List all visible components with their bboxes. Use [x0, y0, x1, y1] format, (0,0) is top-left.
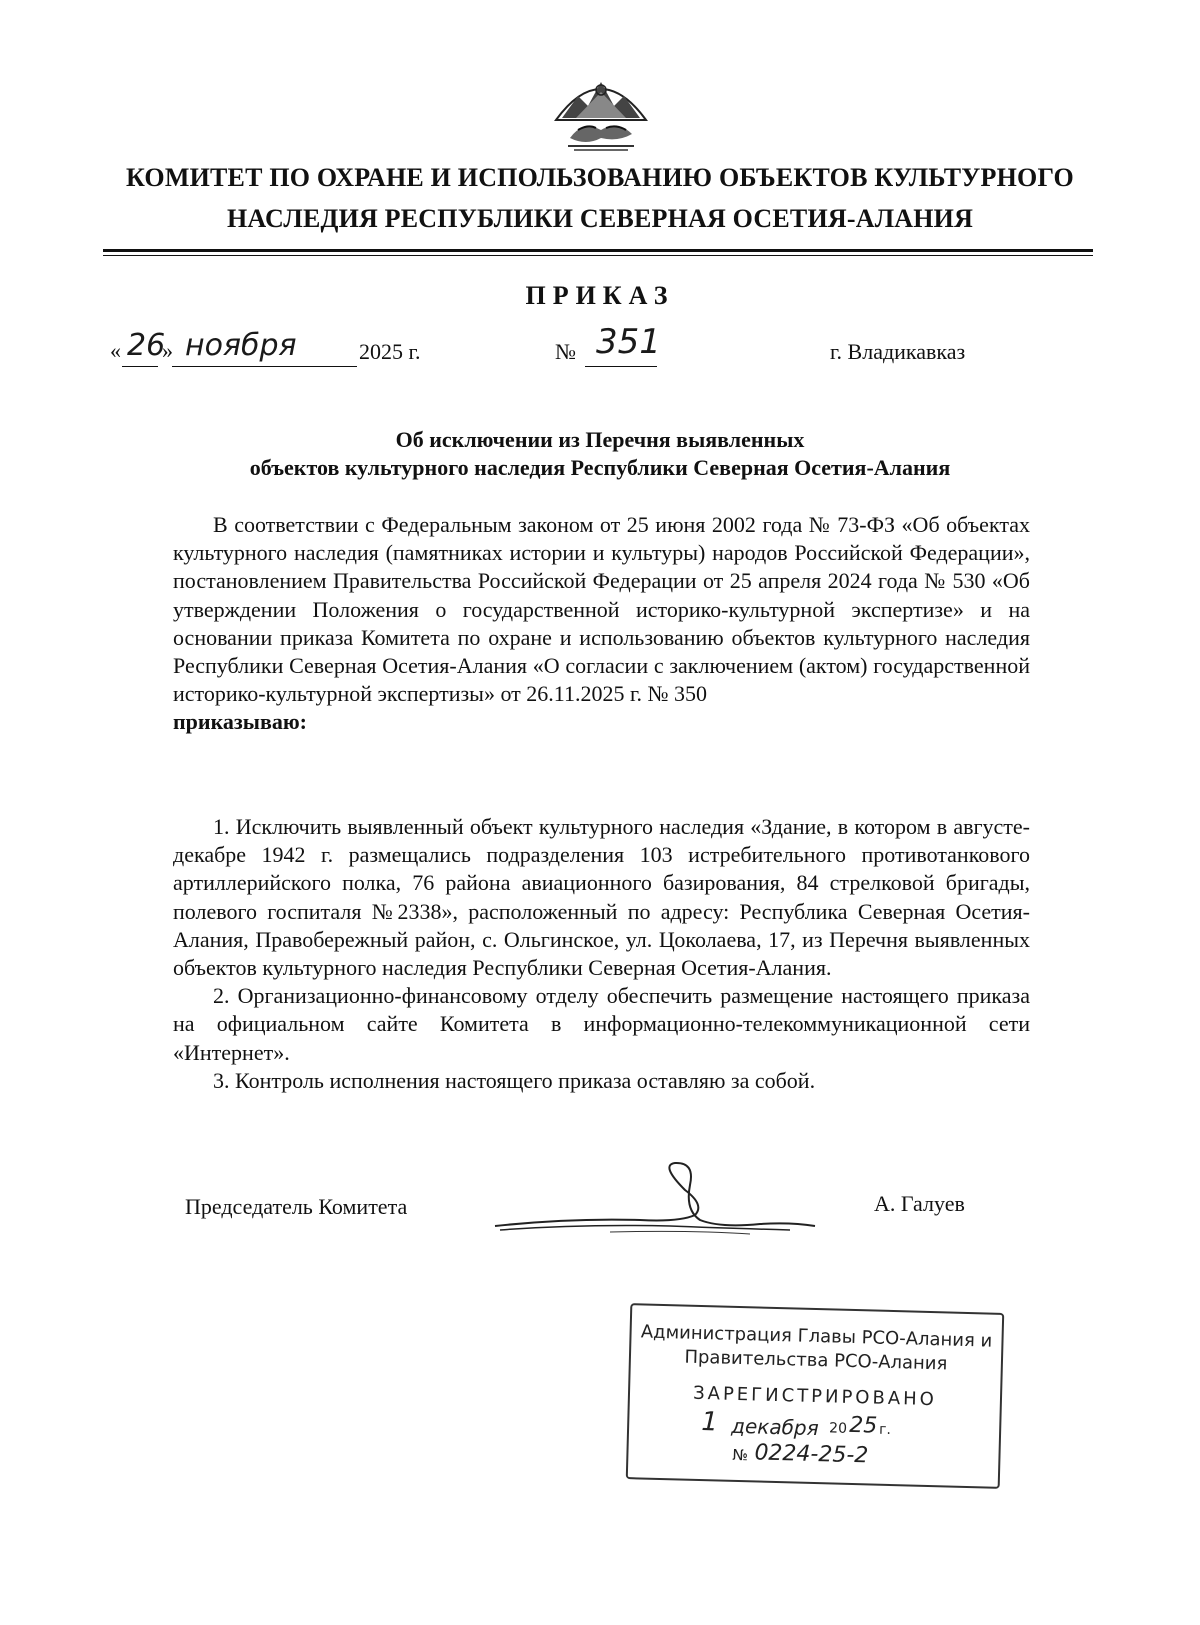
order-item-3: 3. Контроль исполнения настоящего приказа оставляю за собой. — [213, 1067, 816, 1093]
stamp-number-label: № — [732, 1445, 749, 1465]
order-city: г. Владикавказ — [830, 339, 966, 364]
order-item-2: 2. Организационно-финансовому отделу обеспечить размещение настоящего приказа на официальном сайте Комитета в информационно-телекоммуникационной сети «Интернет». — [173, 983, 1030, 1065]
number-underline — [585, 366, 657, 367]
preamble-text: В соответствии с Федеральным законом от 25 июня 2002 года № 73-ФЗ «Об объектах культурного наследия (памятниках истории и культуры) народов Российской Федерации», постановлением Правительства Российской Федерации от 25 апреля 2024 года № 530 «Об утверждении Положения о государственной историко-культурной экспертизе» и на основании приказа Комитета по охране и использованию объектов культурного наследия Республики Северная Осетия-Алания «О согласии с заключением (актом) государственной историко-культурной экспертизы» от 26.11.2025 г. № 350 — [173, 512, 1030, 707]
registration-stamp — [626, 1303, 1004, 1489]
stamp-year-suffix: 25 — [848, 1412, 878, 1439]
header-rule-thin — [103, 255, 1093, 256]
order-number-handwritten: 351 — [596, 322, 661, 362]
order-number-label: № — [555, 339, 576, 364]
date-close-quote: » — [162, 338, 173, 363]
date-open-quote: « — [110, 338, 121, 363]
stamp-month: декабря — [730, 1413, 820, 1441]
stamp-year-unit: г. — [878, 1421, 892, 1438]
org-title-line-1: КОМИТЕТ ПО ОХРАНЕ И ИСПОЛЬЗОВАНИЮ ОБЪЕКТОВ КУЛЬТУРНОГО — [126, 163, 1074, 192]
order-item-1: 1. Исключить выявленный объект культурного наследия «Здание, в котором в августе-декабре 1942 г. размещались подразделения 103 истребительного противотанкового артиллерийского полка, 76 района авиационного базирования, 84 стрелковой бригады, полевого госпиталя №2338», расположенный по адресу: Республика Северная Осетия-Алания, Правобережный район, с. Ольгинское, ул. Цоколаева, 17, из Перечня выявленных объектов культурного наследия Республики Северная Осетия-Алания. — [173, 814, 1030, 981]
day-underline — [122, 366, 158, 367]
order-month-handwritten: ноября — [185, 328, 297, 363]
stamp-line-2: Правительства РСО-Алания — [684, 1346, 948, 1375]
order-subject-line-1: Об исключении из Перечня выявленных — [395, 427, 805, 452]
stamp-year-prefix: 20 — [828, 1420, 848, 1437]
order-subject-line-2: объектов культурного наследия Республики Северная Осетия-Алания — [249, 455, 951, 480]
signature-image — [490, 1160, 820, 1240]
month-underline — [172, 366, 357, 367]
stamp-day: 1 — [700, 1407, 719, 1438]
stamp-line-1: Администрация Главы РСО-Алания и — [640, 1321, 993, 1352]
stamp-number: 0224-25-2 — [754, 1440, 869, 1469]
preamble-block — [173, 511, 1030, 737]
stamp-status: ЗАРЕГИСТРИРОВАНО — [692, 1382, 938, 1411]
signatory-position: Председатель Комитета — [185, 1194, 408, 1219]
org-title-line-2: НАСЛЕДИЯ РЕСПУБЛИКИ СЕВЕРНАЯ ОСЕТИЯ-АЛАНИЯ — [226, 204, 974, 233]
order-year: 2025 г. — [359, 339, 421, 364]
signatory-name: А. Галуев — [874, 1191, 965, 1216]
order-title: ПРИКАЗ — [525, 281, 675, 310]
order-day-handwritten: 26 — [127, 328, 166, 363]
decree-word: приказываю: — [173, 709, 307, 735]
order-items — [173, 813, 1030, 1095]
coat-of-arms-icon — [548, 68, 654, 152]
header-rule-thick — [103, 249, 1093, 252]
